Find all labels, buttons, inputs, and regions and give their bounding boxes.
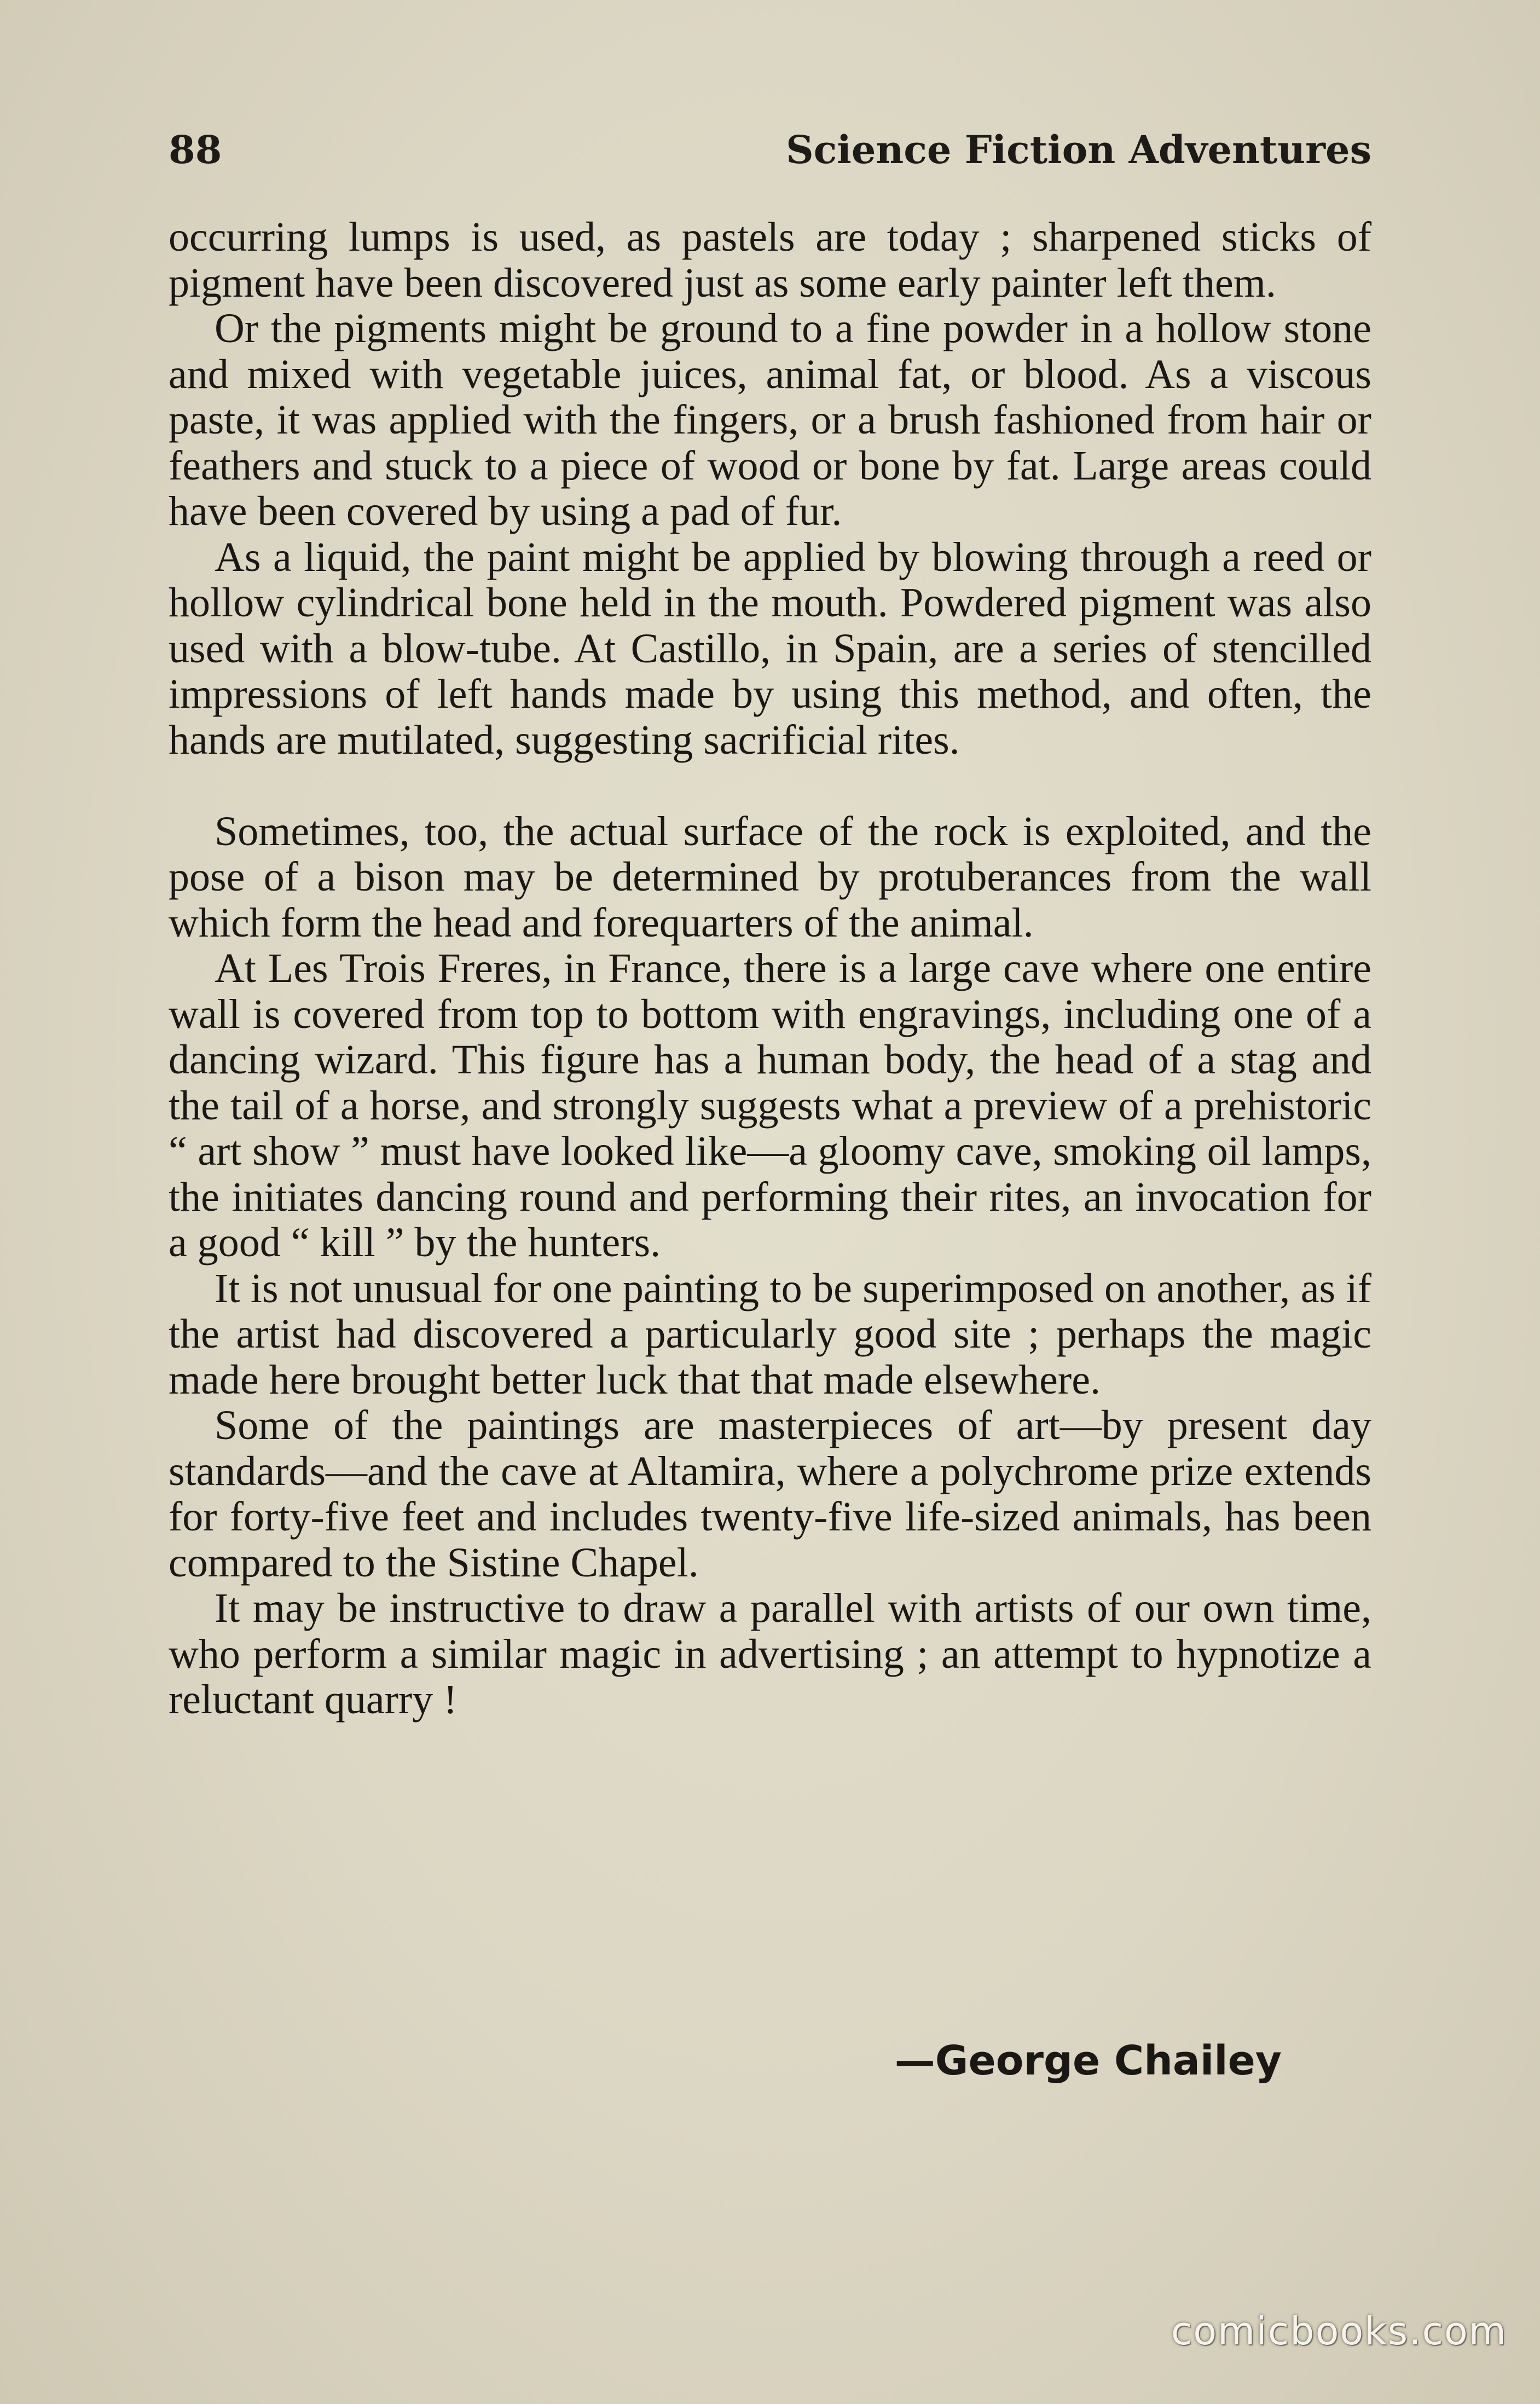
article-body <box>169 215 1371 1723</box>
running-title: Science Fiction Adventures <box>786 127 1371 172</box>
paragraph: It is not unusual for one painting to be superimposed on another, as if the artist had discovered a particularly good site ; perhaps the magic made here brought better luck that that made elsewhere. <box>169 1265 1371 1403</box>
author-signature: —George Chailey <box>894 2037 1282 2084</box>
site-watermark: comicbooks.com <box>1171 2309 1507 2354</box>
paragraph: At Les Trois Freres, in France, there is a large cave where one entire wall is covered from top to bottom with engravings, including one of a dancing wizard. This figure has a human body, the head of a stag and the tail of a horse, and strongly suggests what a preview of a prehistoric “ art show ” must have looked like—a gloomy cave, smoking oil lamps, the initiates dancing round and performing their rites, an invocation for a good “ kill ” by the hunters. <box>169 945 1371 1265</box>
paragraph: occurring lumps is used, as pastels are today ; sharpened sticks of pigment have been discovered just as some early painter left them. <box>169 214 1371 306</box>
paragraph: Some of the paintings are masterpieces of art—by present day standards—and the cave at Altamira, where a polychrome prize extends for forty-five feet and includes twenty-five life-sized animals, has been compared to the Sistine Chapel. <box>169 1402 1371 1586</box>
paragraph: It may be instructive to draw a parallel with artists of our own time, who perform a similar magic in advertising ; an attempt to hypnotize a reluctant quarry ! <box>169 1585 1371 1723</box>
page-header <box>169 122 1371 187</box>
page-number: 88 <box>169 127 222 172</box>
paragraph: As a liquid, the paint might be applied by blowing through a reed or hollow cylindrical bone held in the mouth. Powdered pigment was also used with a blow-tube. At Castillo, in Spain, are a series of stencilled impressions of left hands made by using this method, and often, the hands are mutilated, suggesting sacrificial rites. <box>169 534 1371 763</box>
paragraph: Sometimes, too, the actual surface of the rock is exploited, and the pose of a bison may be determined by protuberances from the wall which form the head and forequarters of the animal. <box>169 808 1371 946</box>
paragraph: Or the pigments might be ground to a fine powder in a hollow stone and mixed with vegetable juices, animal fat, or blood. As a viscous paste, it was applied with the fingers, or a brush fashioned from hair or feathers and stuck to a piece of wood or bone by fat. Large areas could have been covered by using a pad of fur. <box>169 305 1371 534</box>
